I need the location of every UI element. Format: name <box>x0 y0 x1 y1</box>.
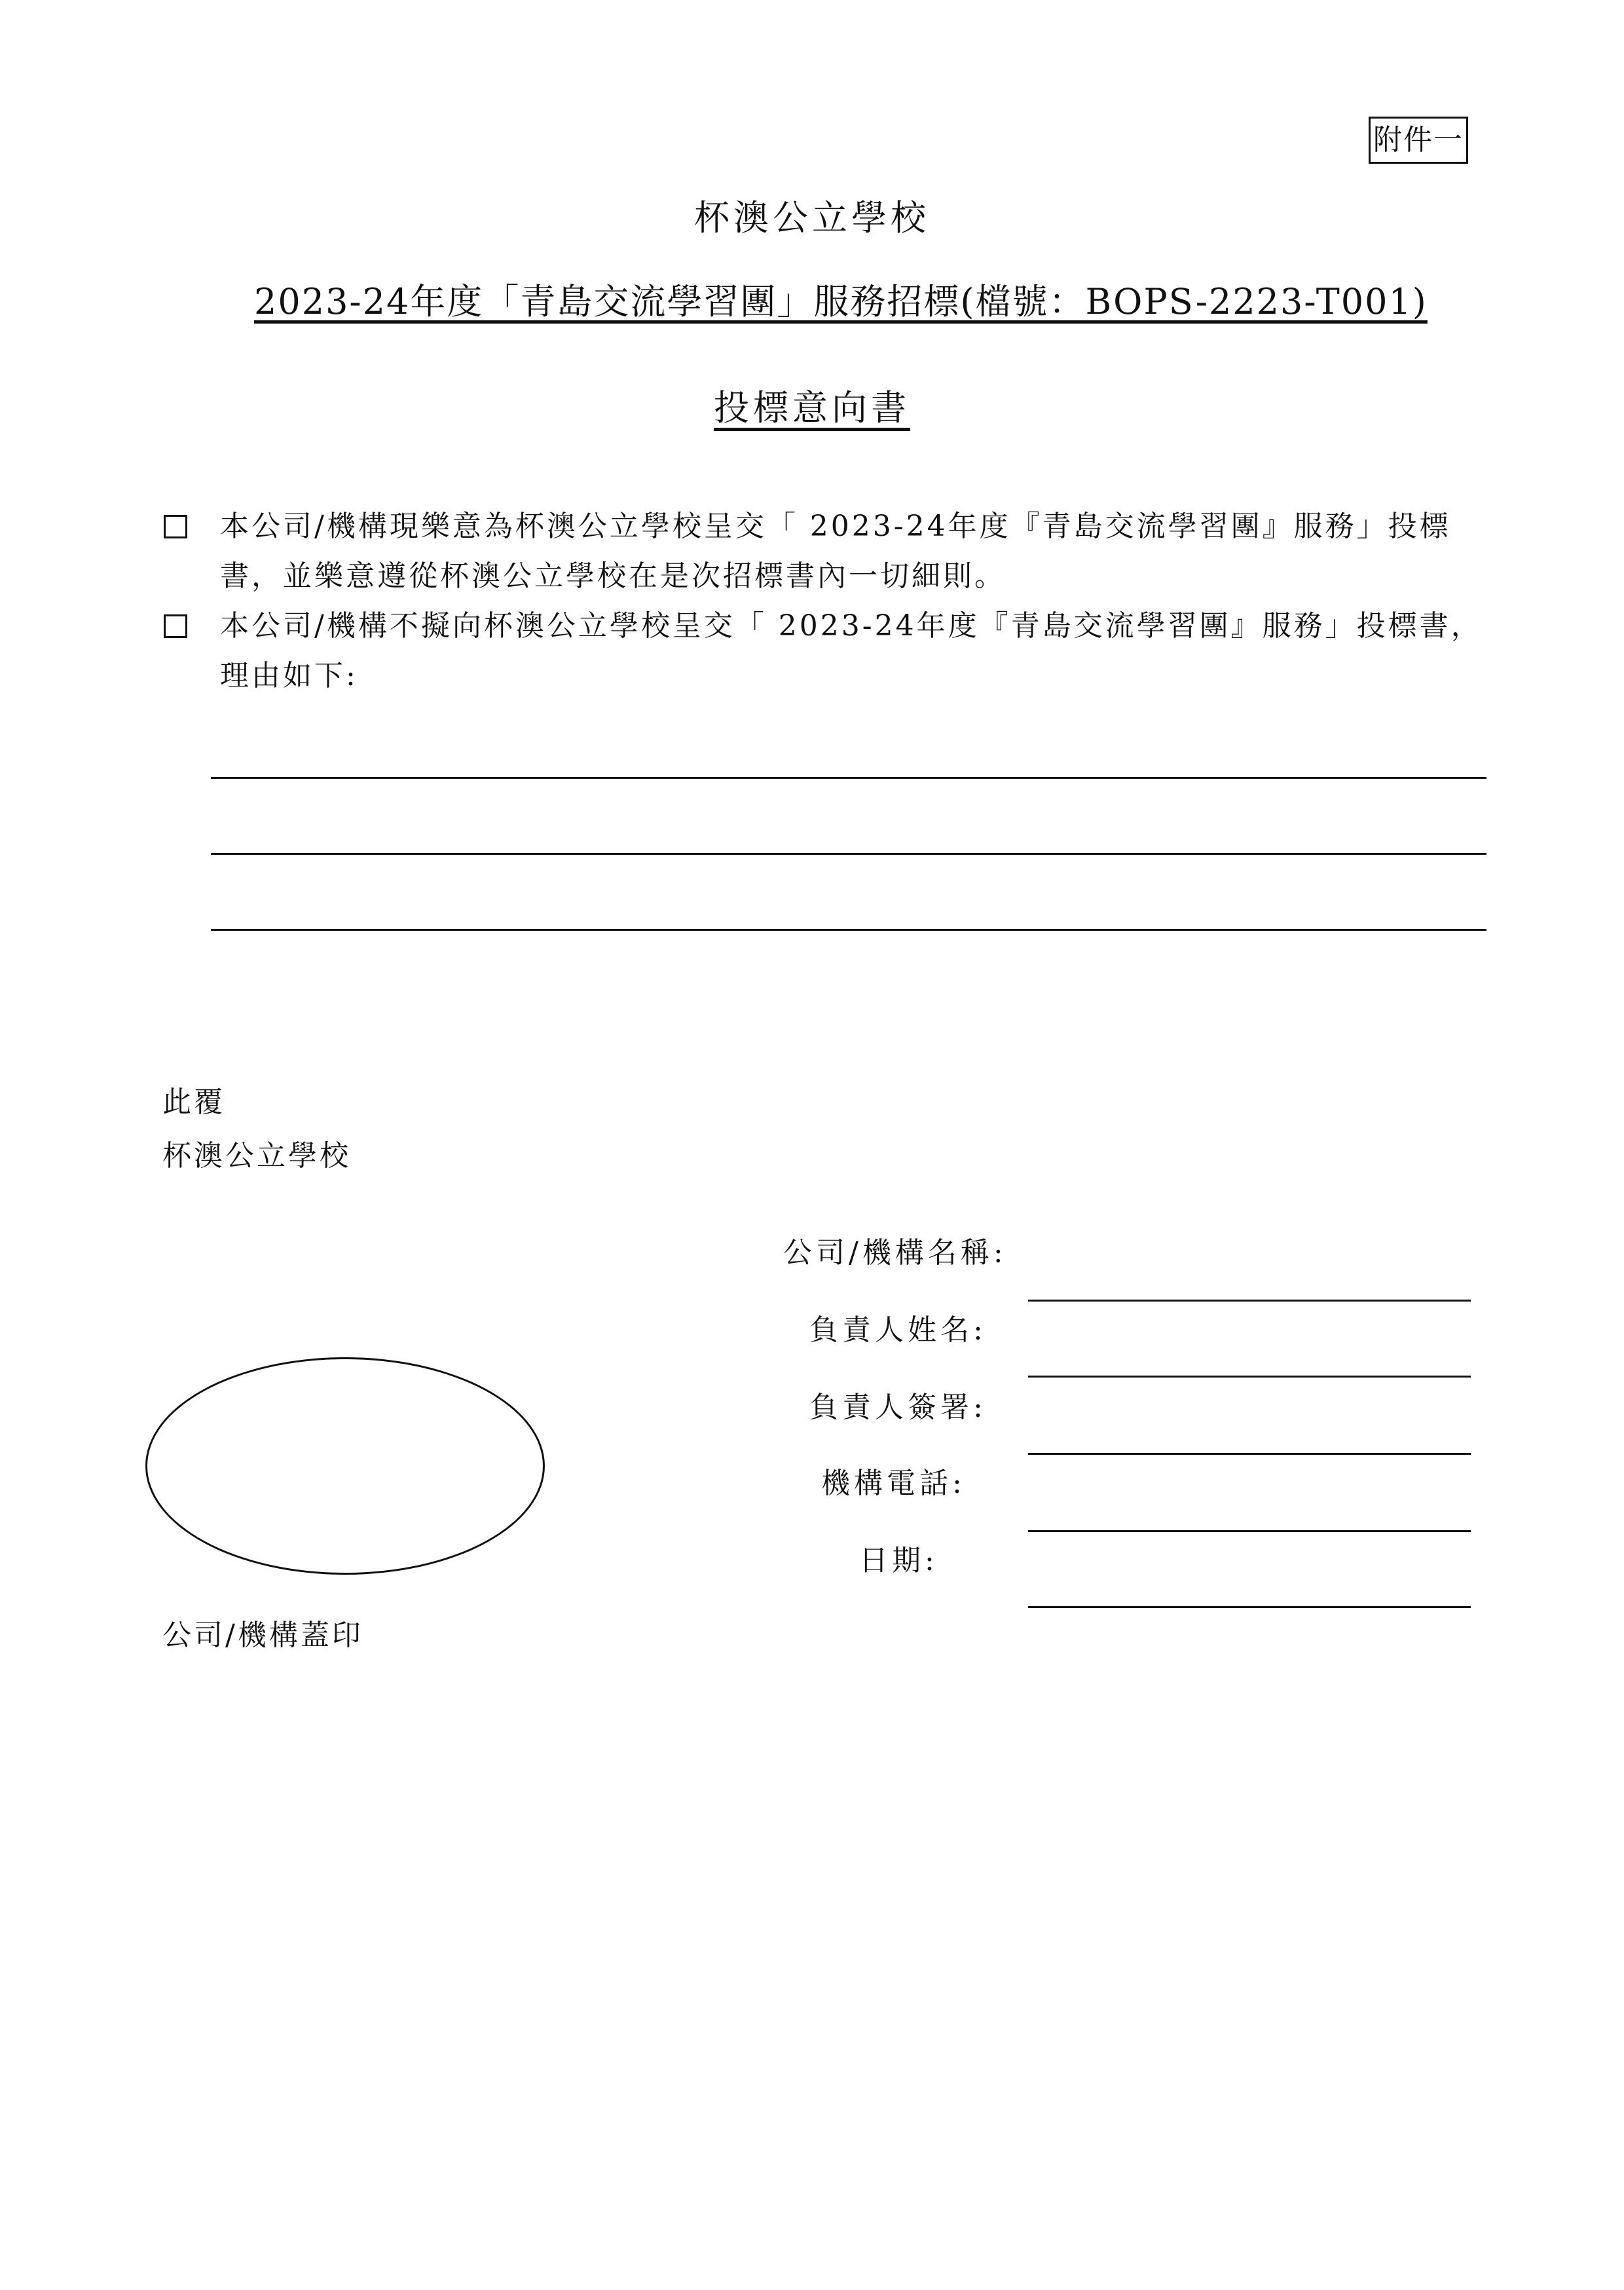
option-decline-text-line2: 理由如下: <box>220 659 358 692</box>
phone-label: 機構電話: <box>821 1467 966 1500</box>
date-label: 日期: <box>859 1544 938 1577</box>
option-accept-text-line2: 書，並樂意遵從杯澳公立學校在是次招標書內一切細則。 <box>220 559 1006 593</box>
reason-line-1[interactable] <box>211 777 1486 779</box>
person-in-charge-line[interactable] <box>1028 1376 1471 1378</box>
reason-line-2[interactable] <box>211 853 1486 855</box>
seal-label: 公司/機構蓋印 <box>162 1619 363 1652</box>
document-title: 投標意向書 <box>714 387 910 428</box>
person-in-charge-label: 負責人姓名: <box>809 1313 987 1347</box>
phone-line[interactable] <box>1028 1530 1471 1532</box>
closing-reply: 此覆 <box>162 1085 225 1119</box>
option-decline-checkbox[interactable] <box>164 614 187 638</box>
option-decline-text-line1: 本公司/機構不擬向杯澳公立學校呈交「 2023-24年度『青島交流學習團』服務」投標書， <box>220 609 1483 643</box>
tender-title: 2023-24年度「青島交流學習團」服務招標(檔號：BOPS-2223-T001) <box>254 281 1428 322</box>
date-line[interactable] <box>1028 1606 1471 1608</box>
closing-recipient: 杯澳公立學校 <box>162 1139 351 1173</box>
signature-line[interactable] <box>1028 1453 1471 1455</box>
company-name-line[interactable] <box>1028 1300 1471 1302</box>
signature-label: 負責人簽署: <box>809 1391 987 1424</box>
company-seal-area <box>145 1357 545 1575</box>
reason-line-3[interactable] <box>211 929 1486 931</box>
company-name-label: 公司/機構名稱: <box>783 1236 1007 1269</box>
option-accept-checkbox[interactable] <box>164 515 187 538</box>
school-title: 杯澳公立學校 <box>694 197 930 238</box>
annex-label: 附件一 <box>1369 117 1468 164</box>
option-accept-text-line1: 本公司/機構現樂意為杯澳公立學校呈交「 2023-24年度『青島交流學習團』服務」投標 <box>220 510 1451 543</box>
